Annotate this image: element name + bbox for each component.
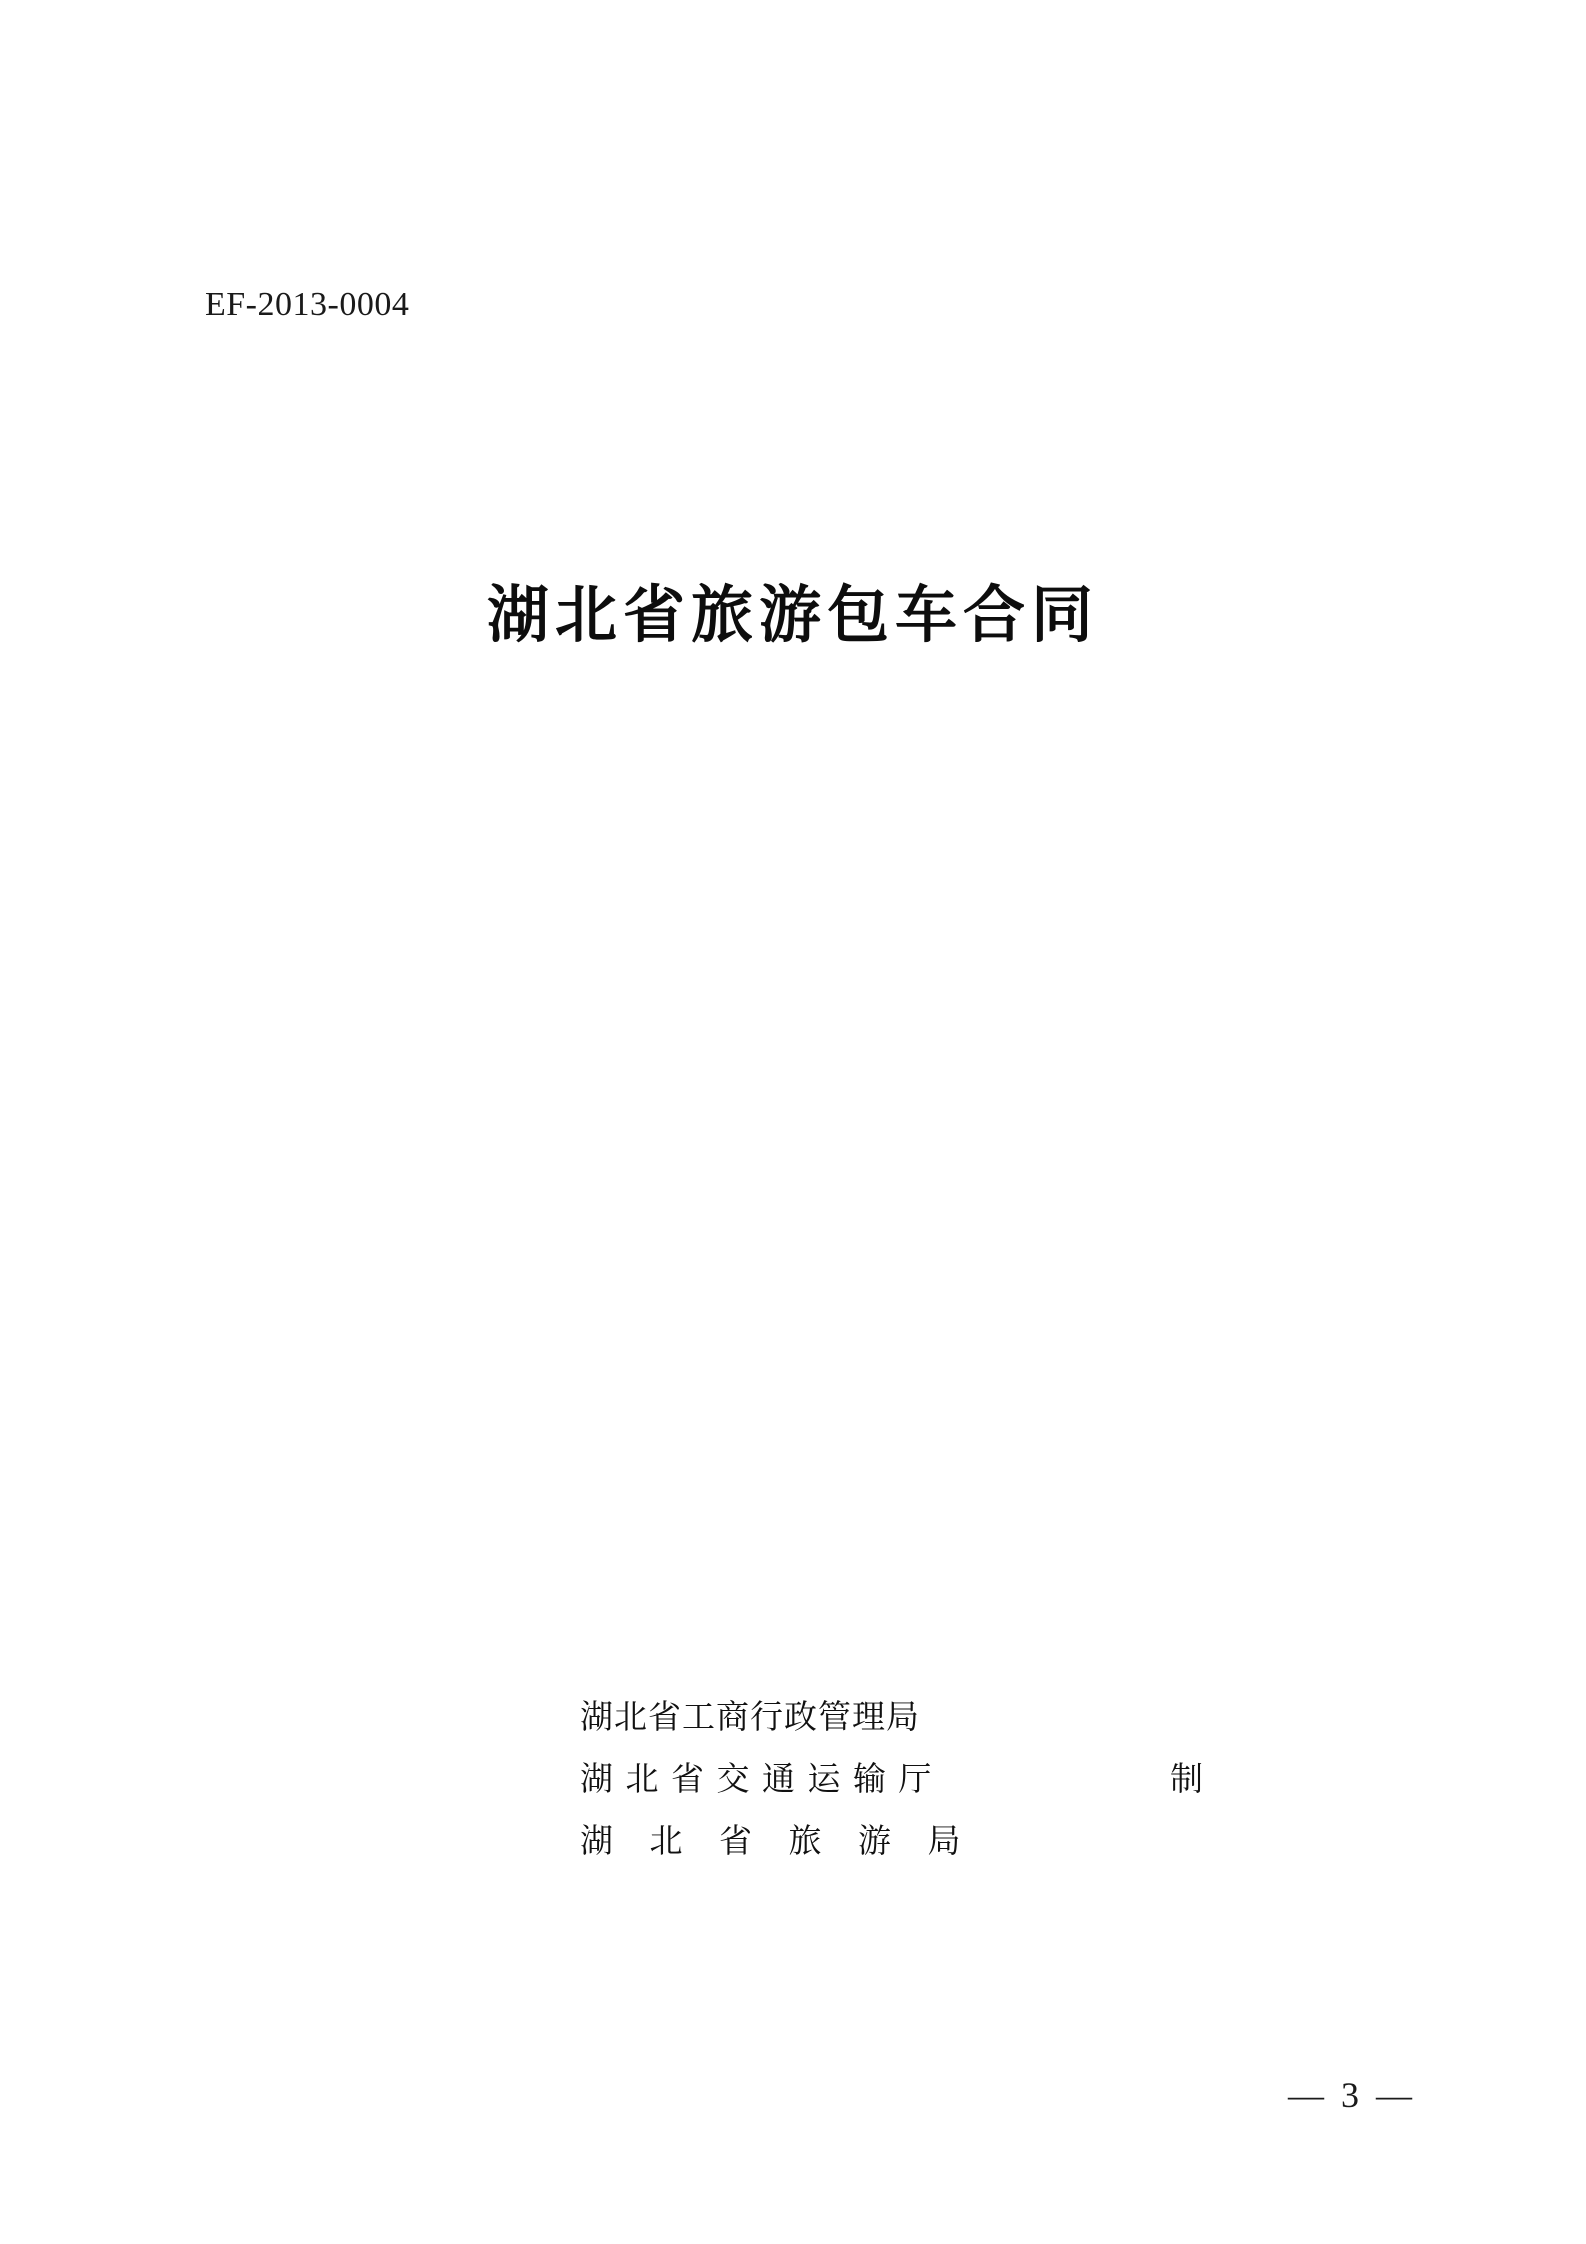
issuer-suffix: 制 [1170, 1759, 1203, 1798]
page-title: 湖北省旅游包车合同 [486, 578, 1099, 651]
issuer-row [580, 1821, 974, 1886]
issuer-name: 湖 北 省 旅 游 局 [580, 1821, 974, 1860]
issuer-name: 湖北省工商行政管理局 [580, 1697, 920, 1736]
issuer-row [580, 1759, 1203, 1824]
issuer-block [580, 1697, 1203, 1886]
issuer-name: 湖 北 省 交 通 运 输 厅 [580, 1759, 933, 1798]
page-number: — 3 — [1288, 2075, 1416, 2115]
issuer-row [580, 1697, 973, 1762]
document-code: EF-2013-0004 [205, 286, 410, 323]
